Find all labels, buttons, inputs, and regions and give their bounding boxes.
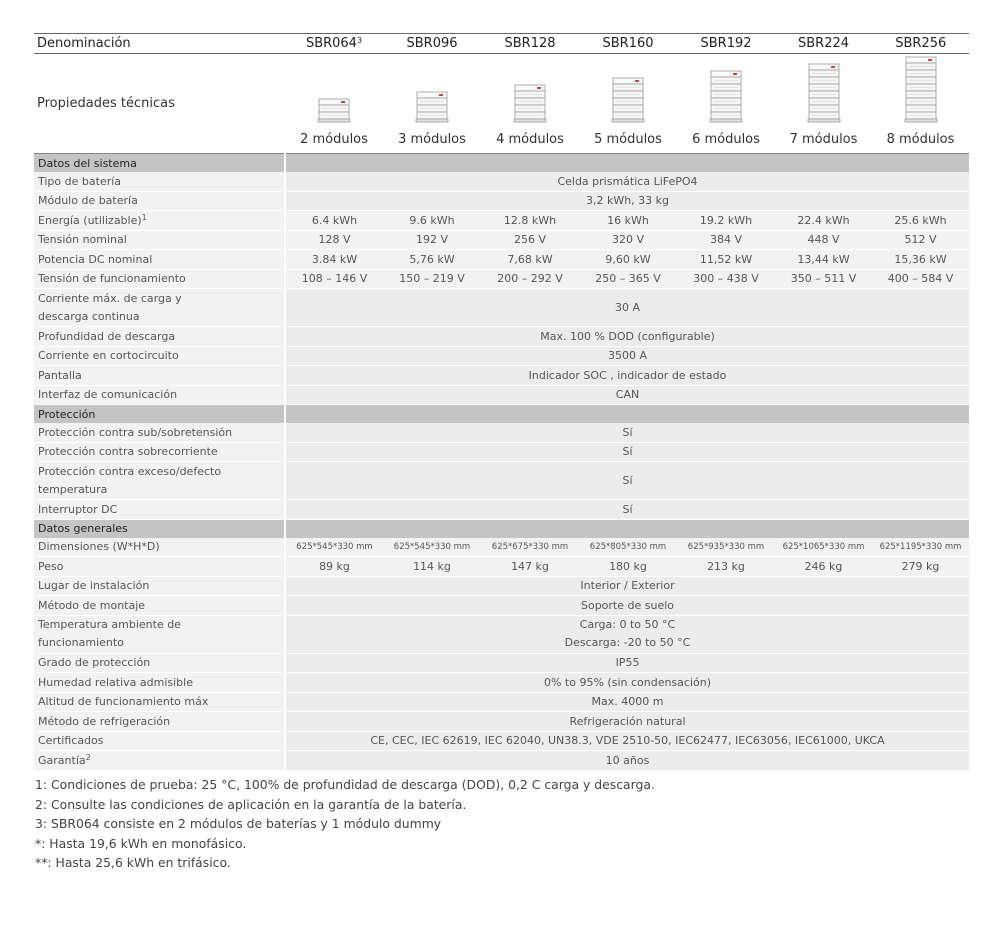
properties-label: Propiedades técnicas (34, 54, 285, 154)
row-label: Corriente en cortocircuito (34, 346, 285, 366)
row-battery-type (34, 172, 969, 191)
section-title: Protección (34, 405, 285, 424)
footnote: **: Hasta 25,6 kWh en trifásico. (35, 855, 231, 870)
cell-value: 625*935*330 mm (677, 538, 775, 557)
battery-indicator (733, 73, 737, 75)
row-label: Protección contra sub/sobretensión (34, 423, 285, 442)
row-value: CE, CEC, IEC 62619, IEC 62040, UN38.3, VDE 2510-50, IEC62477, IEC63056, IEC61000, UKCA (285, 731, 969, 751)
row-label: Peso (34, 557, 285, 577)
row-protection-temp (34, 462, 969, 500)
row-value: CAN (285, 385, 969, 405)
cell-value: 25.6 kWh (872, 211, 969, 231)
row-warranty (34, 751, 969, 771)
footnote: 3: SBR064 consiste en 2 módulos de baterías y 1 módulo dummy (35, 816, 442, 831)
cell-value: 200 – 292 V (481, 269, 579, 289)
battery-base (710, 119, 742, 122)
model-sbr096: SBR096 (383, 34, 481, 54)
row-label: Humedad relativa admisible (34, 673, 285, 693)
row-comm (34, 385, 969, 405)
row-value: Indicador SOC , indicador de estado (285, 366, 969, 386)
cell-value: 250 – 365 V (579, 269, 677, 289)
header-label: Denominación (34, 34, 285, 54)
cell-value: 279 kg (872, 557, 969, 577)
section-title: Datos del sistema (34, 154, 285, 173)
cell-value: 180 kg (579, 557, 677, 577)
battery-stack-icon (579, 64, 677, 124)
row-dimensions (34, 538, 969, 557)
cell-value: 150 – 219 V (383, 269, 481, 289)
battery-base (905, 119, 937, 122)
row-value: 3,2 kWh, 33 kg (285, 191, 969, 211)
cell-value: 213 kg (677, 557, 775, 577)
cell-value: 350 – 511 V (775, 269, 872, 289)
row-value: 0% to 95% (sin condensación) (285, 673, 969, 693)
model-cell: 7 módulos (775, 54, 872, 154)
row-value: Sí (285, 423, 969, 442)
battery-stack-icon (383, 64, 481, 124)
row-dc-power (34, 250, 969, 270)
battery-stack-icon (872, 64, 969, 124)
row-value: Celda prismática LiFePO4 (285, 172, 969, 191)
cell-value: 5,76 kW (383, 250, 481, 270)
row-value: IP55 (285, 653, 969, 673)
battery-base (808, 119, 840, 122)
cell-value: 625*1195*330 mm (872, 538, 969, 557)
battery-base (416, 119, 448, 122)
row-value: Max. 4000 m (285, 692, 969, 712)
cell-value: 625*545*330 mm (383, 538, 481, 557)
row-max-current (34, 289, 969, 327)
row-altitude (34, 692, 969, 712)
cell-value: 625*805*330 mm (579, 538, 677, 557)
row-label: Grado de protección (34, 653, 285, 673)
row-protection-voltage (34, 423, 969, 442)
battery-stack-graphic (807, 63, 841, 124)
row-label: Potencia DC nominal (34, 250, 285, 270)
row-humidity (34, 673, 969, 693)
battery-stack-icon (481, 64, 579, 124)
row-value: Max. 100 % DOD (configurable) (285, 327, 969, 347)
row-label: Método de montaje (34, 596, 285, 616)
battery-base (318, 119, 350, 122)
row-nominal-voltage (34, 230, 969, 250)
model-sbr128: SBR128 (481, 34, 579, 54)
row-label: Dimensiones (W*H*D) (34, 538, 285, 557)
cell-value: 9,60 kW (579, 250, 677, 270)
row-display (34, 366, 969, 386)
model-cell: 8 módulos (872, 54, 969, 154)
section-header-system (34, 154, 969, 173)
battery-stack-icon (677, 64, 775, 124)
battery-stack-graphic (415, 91, 449, 124)
model-sbr064: $SBR064^3$ (285, 34, 383, 54)
cell-value: 320 V (579, 230, 677, 250)
battery-indicator (831, 66, 835, 68)
model-cell: 2 módulos (285, 54, 383, 154)
row-label: Altitud de funcionamiento máx (34, 692, 285, 712)
cell-value: 300 – 438 V (677, 269, 775, 289)
cell-value: 13,44 kW (775, 250, 872, 270)
row-label: Tipo de batería (34, 172, 285, 191)
row-certificates (34, 731, 969, 751)
row-ambient-temp (34, 615, 969, 653)
battery-indicator (537, 87, 541, 89)
cell-value: 448 V (775, 230, 872, 250)
header-row (34, 34, 969, 54)
cell-value: 15,36 kW (872, 250, 969, 270)
row-label: Temperatura ambiente de funcionamiento (34, 615, 285, 653)
cell-value: 108 – 146 V (285, 269, 383, 289)
row-value: 30 A (285, 289, 969, 327)
battery-stack-icon (285, 64, 383, 124)
row-label: Pantalla (34, 366, 285, 386)
model-cell: 4 módulos (481, 54, 579, 154)
row-label: Corriente máx. de carga y descarga continua (34, 289, 285, 327)
row-value: Sí (285, 442, 969, 462)
cell-value: 147 kg (481, 557, 579, 577)
battery-base (612, 119, 644, 122)
battery-stack-graphic (317, 98, 351, 124)
row-label: Módulo de batería (34, 191, 285, 211)
cell-value: 625*675*330 mm (481, 538, 579, 557)
cell-value: 3.84 kW (285, 250, 383, 270)
cell-value: 89 kg (285, 557, 383, 577)
footnote: *: Hasta 19,6 kWh en monofásico. (35, 835, 247, 851)
cell-value: 11,52 kW (677, 250, 775, 270)
cell-value: 625*1065*330 mm (775, 538, 872, 557)
cell-value: 7,68 kW (481, 250, 579, 270)
cell-value: 9.6 kWh (383, 211, 481, 231)
footnote: 2: Consulte las condiciones de aplicación en la garantía de la batería. (35, 796, 467, 812)
row-value: 10 años (285, 751, 969, 771)
row-install-place (34, 576, 969, 596)
row-value: Sí (285, 500, 969, 520)
battery-indicator (341, 101, 345, 103)
cell-value: 625*545*330 mm (285, 538, 383, 557)
section-header-general (34, 519, 969, 538)
row-weight (34, 557, 969, 577)
row-dc-switch (34, 500, 969, 520)
row-operating-voltage (34, 269, 969, 289)
cell-value: 384 V (677, 230, 775, 250)
cell-value: 128 V (285, 230, 383, 250)
spec-table (34, 33, 969, 771)
cell-value: 6.4 kWh (285, 211, 383, 231)
cell-value: 114 kg (383, 557, 481, 577)
cell-value: 400 – 584 V (872, 269, 969, 289)
row-value: Carga: 0 to 50 °C Descarga: -20 to 50 °C (285, 615, 969, 653)
row-mounting (34, 596, 969, 616)
row-value: Interior / Exterior (285, 576, 969, 596)
row-protection-current (34, 442, 969, 462)
battery-indicator (439, 94, 443, 96)
row-label: Tensión de funcionamiento (34, 269, 285, 289)
row-value: Soporte de suelo (285, 596, 969, 616)
properties-row (34, 54, 969, 154)
model-sbr224: SBR224 (775, 34, 872, 54)
row-label: Tensión nominal (34, 230, 285, 250)
row-label: Garantía$^2$ (34, 751, 285, 771)
model-cell: 5 módulos (579, 54, 677, 154)
cell-value: 512 V (872, 230, 969, 250)
row-label: Profundidad de descarga (34, 327, 285, 347)
row-label: Interruptor DC (34, 500, 285, 520)
row-battery-module (34, 191, 969, 211)
cell-value: 22.4 kWh (775, 211, 872, 231)
row-label: Certificados (34, 731, 285, 751)
battery-stack-graphic (904, 56, 938, 124)
cell-value: 192 V (383, 230, 481, 250)
row-dod (34, 327, 969, 347)
battery-base (514, 119, 546, 122)
cell-value: 246 kg (775, 557, 872, 577)
row-label: Protección contra sobrecorriente (34, 442, 285, 462)
cell-value: 256 V (481, 230, 579, 250)
row-label: Método de refrigeración (34, 712, 285, 732)
footnotes (35, 775, 655, 873)
model-sbr192: SBR192 (677, 34, 775, 54)
battery-stack-graphic (709, 70, 743, 124)
row-cooling (34, 712, 969, 732)
section-title: Datos generales (34, 519, 285, 538)
row-energy (34, 211, 969, 231)
section-header-protection (34, 405, 969, 424)
battery-stack-graphic (611, 77, 645, 124)
spec-sheet (34, 33, 969, 771)
battery-stack-graphic (513, 84, 547, 124)
row-short-circuit (34, 346, 969, 366)
footnote: 1: Condiciones de prueba: 25 °C, 100% de profundidad de descarga (DOD), 0,2 C carga y descarga. (35, 777, 655, 792)
model-sbr160: SBR160 (579, 34, 677, 54)
row-value: Refrigeración natural (285, 712, 969, 732)
cell-value: 19.2 kWh (677, 211, 775, 231)
row-label: Lugar de instalación (34, 576, 285, 596)
row-label: Protección contra exceso/defecto temperatura (34, 462, 285, 500)
battery-indicator (635, 80, 639, 82)
model-cell: 3 módulos (383, 54, 481, 154)
model-cell: 6 módulos (677, 54, 775, 154)
cell-value: 16 kWh (579, 211, 677, 231)
row-label: Energía (utilizable)$^1$ (34, 211, 285, 231)
row-value: 3500 A (285, 346, 969, 366)
cell-value: 12.8 kWh (481, 211, 579, 231)
battery-indicator (928, 59, 932, 61)
row-label: Interfaz de comunicación (34, 385, 285, 405)
row-protection-grade (34, 653, 969, 673)
model-sbr256: SBR256 (872, 34, 969, 54)
battery-stack-icon (775, 64, 872, 124)
row-value: Sí (285, 462, 969, 500)
